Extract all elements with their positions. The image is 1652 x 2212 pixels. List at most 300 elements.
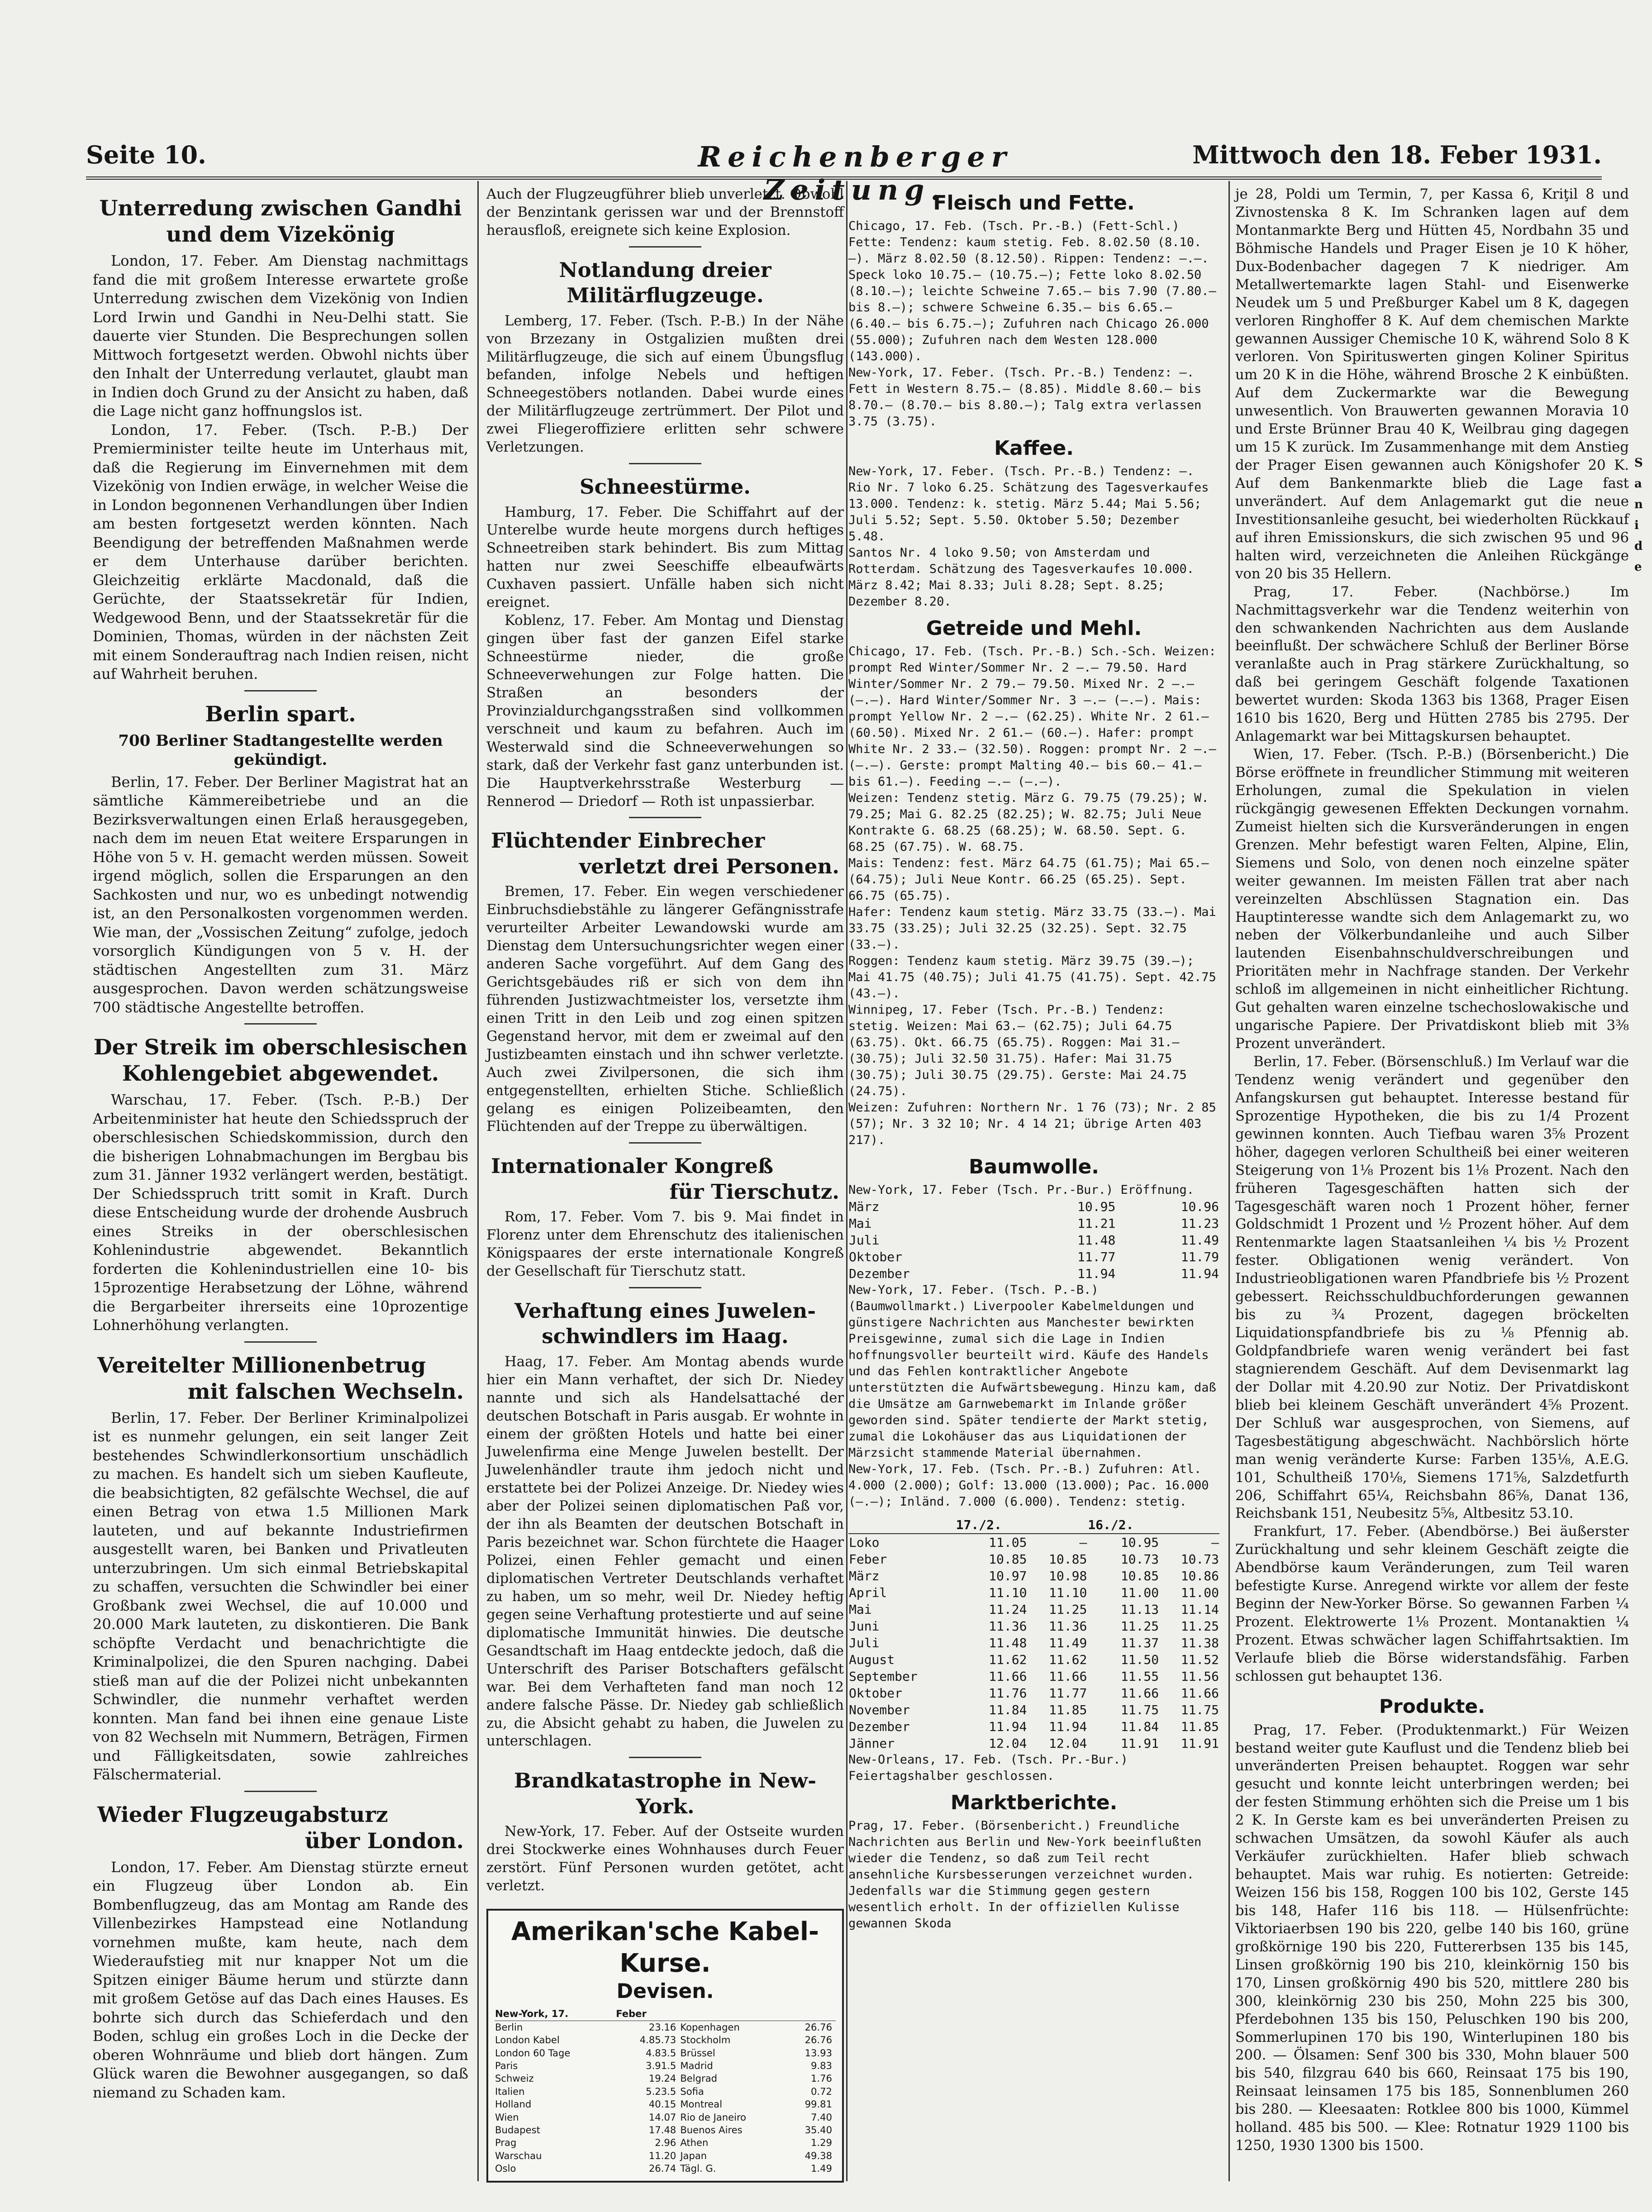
section-paragraph: Roggen: Tendenz kaum stetig. März 39.75 (39.—); Mai 41.75 (40.75); Juli 41.75 (41.75). Sept. 42.75 (43.—).: [848, 954, 1216, 1001]
table-row: [495, 2047, 836, 2059]
table-cell: 9.83: [810, 2059, 832, 2071]
section-paragraph: New-York, 17. Feber. (Tsch. P.-B.) (Baumwollmarkt.) Liverpooler Kabelmeldungen und günstigere Nachrichten aus Manchester bewirkten Preisgewinne, zumal sich die Lage in Indien hoffnungsvoller beurteilt wird. Käufe des Handels und das Fehlen kontraktlicher Angebote unterstützten die Aufwärtsbewegung. Hinzu kam, daß die Umsätze am Garnwebemarkt im Inlande größer geworden sind. Später tendierte der Markt stetig, zumal die Lokohäuser das aus Liquidationen der Märzsicht stammende Material übernahmen.: [848, 1283, 1216, 1460]
table-row: [848, 1215, 1219, 1232]
table-cell: 99.81: [805, 2098, 832, 2110]
table-cell: 11.23: [1181, 1216, 1219, 1231]
table-cell: 11.66: [1049, 1669, 1087, 1684]
headline-line: und dem Vizekönig: [166, 222, 395, 247]
table-row: [495, 2162, 836, 2175]
article-headline: [93, 1353, 468, 1405]
table-cell: 4.83.5: [646, 2047, 676, 2059]
table-cell: Italien: [495, 2085, 525, 2097]
section-title: Marktberichte.: [950, 1791, 1118, 1814]
page-number: Seite 10.: [86, 140, 206, 169]
article-separator: [244, 1023, 317, 1025]
quotes-table: [848, 1198, 1219, 1282]
cable-rates-title: Kurse.: [619, 1948, 711, 1978]
table-cell: November: [849, 1702, 910, 1717]
table-cell: 26.76: [805, 2034, 832, 2046]
cotton-prices-table: [848, 1516, 1219, 1752]
headline-line: verletzt drei Personen.: [579, 854, 839, 878]
table-cell: Buenos Aires: [680, 2124, 743, 2136]
table-cell: 17.48: [648, 2124, 676, 2136]
newspaper-title: Reichenberger Zeitung.: [698, 140, 1013, 206]
cable-rates-title: Amerikan'sche Kabel-: [511, 1916, 819, 1946]
table-header-cell: New-York, 17.: [495, 2007, 615, 2021]
table-cell: 11.94: [1181, 1266, 1219, 1281]
table-cell: 10.95: [1120, 1535, 1159, 1550]
article-headline: [486, 1154, 844, 1205]
table-row: [495, 2136, 836, 2149]
headline-line: Verhaftung eines Juwelen-: [514, 1298, 816, 1323]
article-body: [486, 312, 844, 457]
section-paragraph: New-Orleans, 17. Feb. (Tsch. Pr.-Bur.) Feiertagshalber geschlossen.: [848, 1753, 1128, 1783]
article-separator: [629, 817, 701, 818]
table-cell: Jänner: [849, 1736, 895, 1751]
article-body: [93, 1091, 468, 1335]
table-cell: 11.94: [1077, 1266, 1116, 1281]
table-cell: Belgrad: [680, 2073, 718, 2084]
section-body: [848, 1516, 1219, 1784]
table-cell: 4.85.73: [639, 2034, 676, 2046]
report-paragraph: Prag, 17. Feber. (Produktenmarkt.) Für Weizen bestand weiter gute Kauflust und die Tendenz blieb bei unveränderten Preisen behauptet. Roggen war sehr gesucht und konnte leicht unterbringen werden; bei der festen Stimmung erhöhten sich die Preise um 1 bis 2 K. In Gerste kam es bei unveränderten Preisen zu schwachen Umsätzen, da sowohl Käufer als auch Verkäufer zurückhielten. Hafer blieb schwach behauptet. Mais war ruhig. Es notierten: Getreide: Weizen 156 bis 158, Roggen 100 bis 102, Gerste 145 bis 148, Hafer 116 bis 118. — Hülsenfrüchte: Viktoriaerbsen 190 bis 220, gelbe 140 bis 160, grüne großkörnige 190 bis 220, Futtererbsen 135 bis 145, Linsen großkörnig 190 bis 210, kleinkörnig 150 bis 170, Linsen großkörnig 490 bis 520, mittlere 280 bis 300, kleinkörnig 230 bis 250, Mohn 225 bis 300, Pferdebohnen 135 bis 150, Peluschken 190 bis 200, Sommerlupinen 170 bis 190, Winterlupinen 180 bis 200. — Ölsamen: Senf 300 bis 330, Mohn blauer 500 bis 540, filzgrau 640 bis 660, Reinsaat 175 bis 190, Reinsaat leinsamen 175 bis 185, Sonnenblumen 260 bis 280. — Kleesaaten: Rotklee 800 bis 1000, Kümmel holland. 485 bis 500. — Klee: Rotnatur 1929 1100 bis 1250, 1930 1300 bis 1500.: [1235, 1721, 1629, 2154]
headline-line: über London.: [305, 1828, 464, 1854]
section-title: Fleisch und Fette.: [933, 191, 1135, 215]
table-cell: März: [849, 1199, 880, 1214]
table-cell: 10.73: [1181, 1552, 1219, 1567]
table-cell: 11.75: [1181, 1702, 1219, 1717]
column-3-market: [848, 186, 1219, 1938]
table-cell: 11.24: [989, 1602, 1027, 1617]
article: [486, 1768, 844, 1895]
table-cell: 26.74: [648, 2163, 676, 2174]
table-cell: 11.66: [989, 1669, 1027, 1684]
table-header-cell: 17./2.: [956, 1516, 1028, 1534]
report-body: [1235, 1721, 1629, 2155]
table-cell: Stockholm: [680, 2034, 731, 2046]
table-cell: 11.37: [1120, 1635, 1159, 1650]
headline-line: Kohlengebiet abgewendet.: [122, 1061, 439, 1086]
column-divider: [477, 181, 479, 2181]
table-row: [495, 2085, 836, 2098]
table-header-row: [848, 1516, 1219, 1534]
table-cell: 11.62: [1049, 1652, 1087, 1667]
table-cell: 11.66: [1120, 1686, 1159, 1701]
table-cell: Juli: [849, 1635, 880, 1650]
section-title: Baumwolle.: [969, 1155, 1099, 1178]
article-paragraph: London, 17. Feber. Am Dienstag nachmittags fand die mit großem Interesse erwartete große Unterredung zwischen dem Vizekönig von Indien Lord Irwin und Gandhi in Neu-Delhi statt. Sie dauerte vier Stunden. Die Besprechungen sollen Mittwoch fortgesetzt werden. Obwohl nichts über den Inhalt der Unterredung verlautet, glaubt man in Indien doch Grund zu der Ansicht zu haben, daß die Lage nicht ganz hoffnungslos ist.: [93, 252, 468, 420]
table-cell: 11.79: [1181, 1249, 1219, 1264]
article-paragraph: London, 17. Feber. Am Dienstag stürzte erneut ein Flugzeug über London ab. Ein Bombenflugzeug, das am Montag am Rande des Villenbezirkes Hampstead eine Notlandung vornehmen mußte, kam heute, nach dem Wiederaufstieg mit nur knapper Not um die Spitzen einiger Bäume herum und stürzte dann mit großem Getöse auf das Dach eines Hauses. Es bohrte sich durch das Schieferdach und den Boden, schlug ein großes Loch in die Decke der oberen Wohnräume und blieb dort hängen. Zum Glück waren die Bewohner ausgegangen, so daß niemand zu Schaden kam.: [93, 1858, 468, 2101]
article-paragraph: Berlin, 17. Feber. Der Berliner Kriminalpolizei ist es nunmehr gelungen, ein seit langer Zeit bestehendes Schwindlerkonsortium unschädlich zu machen. Es handelt sich um sieben Kaufleute, die beabsichtigten, 82 gefälschte Wechsel, die auf einen Betrag von etwa 1.5 Millionen Mark lauteten, und auf bekannte Industriefirmen ausgestellt waren, bei Banken und Privatleuten unterzubringen. Um sich einmal Betriebskapital zu schaffen, versuchten die Schwindler bei einer Großbank zwei Wechsel, die auf 10.000 und 20.000 Mark lauteten, zu diskontieren. Die Bank schöpfte Verdacht und benachrichtigte die Kriminalpolizei, die den Spuren nachging. Dabei stieß man auf die der Polizei nicht unbekannten Schwindler, die nunmehr verhaftet werden konnten. Man fand bei ihnen eine genaue Liste von 82 Wechseln mit Nummern, Beträgen, Firmen und Fälligkeitsdaten, sowie zahlreiches Fälschermaterial.: [93, 1409, 468, 1783]
section-paragraph: New-York, 17. Feber. (Tsch. Pr.-B.) Tendenz: —. Fett in Western 8.75.— (8.85). Middle 8.60.— bis 8.70.— (8.70.— bis 8.80.—); Talg extra verlassen 3.75 (3.75).: [848, 366, 1202, 429]
table-cell: 11.94: [989, 1719, 1027, 1734]
article: [93, 1353, 468, 1792]
table-cell: 11.76: [989, 1686, 1027, 1701]
article-headline: [93, 1802, 468, 1854]
market-report: [1235, 186, 1629, 1686]
table-cell: 11.91: [1120, 1736, 1159, 1751]
article-headline: [93, 195, 468, 248]
market-section: [848, 616, 1219, 1149]
table-cell: April: [849, 1585, 887, 1600]
table-cell: 11.49: [1049, 1635, 1087, 1650]
table-cell: 11.94: [1049, 1719, 1087, 1734]
table-cell: 19.24: [648, 2073, 676, 2084]
table-cell: 11.14: [1181, 1602, 1219, 1617]
headline-line: Wieder Flugzeugabsturz: [97, 1802, 388, 1827]
table-header-row: [495, 2007, 836, 2021]
table-cell: 11.21: [1077, 1216, 1116, 1231]
table-cell: Brüssel: [680, 2047, 715, 2059]
table-cell: 5.23.5: [646, 2085, 676, 2097]
article-headline: [93, 701, 468, 728]
table-cell: 35.40: [805, 2124, 832, 2136]
table-cell: 11.48: [1077, 1233, 1116, 1248]
table-cell: London Kabel: [495, 2034, 560, 2046]
table-row: [848, 1568, 1219, 1584]
table-cell: 11.10: [989, 1585, 1027, 1600]
table-cell: 11.66: [1181, 1686, 1219, 1701]
table-cell: Berlin: [495, 2021, 523, 2033]
table-cell: Oktober: [849, 1249, 903, 1264]
table-cell: 11.00: [1120, 1585, 1159, 1600]
table-cell: Prag: [495, 2137, 517, 2149]
section-title: Kaffee.: [994, 437, 1074, 460]
table-row: [848, 1198, 1219, 1215]
article-separator: [244, 1341, 317, 1343]
table-row: [495, 2021, 836, 2034]
article-paragraph: Hamburg, 17. Feber. Die Schiffahrt auf der Unterelbe wurde heute morgens durch heftiges Schneetreiben stark behindert. Bis zum Mittag hatten nur zwei Seeschiffe elbeaufwärts Cuxhaven passiert. Unfälle haben sich nicht ereignet.: [486, 504, 844, 611]
column-divider: [846, 181, 847, 2181]
table-cell: 1.76: [810, 2073, 832, 2084]
table-cell: —: [1079, 1535, 1087, 1550]
cable-rates-subtitle: Devisen.: [616, 1980, 714, 2003]
table-row: [495, 2034, 836, 2046]
article-headline: [486, 1768, 844, 1819]
adjacent-page-edge: S a n i d e: [1634, 456, 1643, 574]
table-row: [848, 1702, 1219, 1718]
table-cell: 11.49: [1181, 1233, 1219, 1248]
article: [486, 257, 844, 464]
article-body: [486, 1208, 844, 1281]
table-cell: Oktober: [849, 1686, 903, 1701]
table-cell: 11.55: [1120, 1669, 1159, 1684]
table-cell: Dezember: [849, 1719, 910, 1734]
section-paragraph: Chicago, 17. Feb. (Tsch. Pr.-B.) (Fett-Schl.) Fette: Tendenz: kaum stetig. Feb. 8.02.50 (8.10.—). März 8.02.50 (8.12.50). Rippen: Tendenz: —.—. Speck loko 10.75.— (10.75.—); Fette loko 8.02.50 (8.10.—); leichte Schweine 7.65.— bis 7.90 (7.80.— bis 8.—); schwere Schweine 6.35.— bis 6.65.— (6.40.— bis 6.75.—); Zufuhren nach Chicago 26.000 (55.000); Zufuhren nach dem Westen 128.000 (143.000).: [848, 219, 1216, 363]
table-cell: August: [849, 1652, 895, 1667]
header-rule: [86, 176, 1602, 180]
table-cell: September: [849, 1669, 918, 1684]
table-cell: Paris: [495, 2059, 518, 2071]
table-cell: 11.84: [1120, 1719, 1159, 1734]
table-cell: 11.91: [1181, 1736, 1219, 1751]
table-row: [848, 1718, 1219, 1735]
article-paragraph: Koblenz, 17. Feber. Am Montag und Dienstag gingen über fast der ganzen Eifel starke Schneestürme nieder, die große Schneeverwehungen zur Folge hatten. Die Straßen an besonders der Provinzialdurchgangsstraßen sind vollkommen verschneit und kaum zu befahren. Auch im Westerwald sind die Schneeverwehungen so stark, daß der Verkehr fast ganz unterbunden ist. Die Hauptverkehrsstraße Westerburg — Rennerod — Driedorf — Roth ist unpassierbar.: [486, 612, 844, 810]
issue-date: Mittwoch den 18. Feber 1931.: [1192, 140, 1602, 169]
table-row: [848, 1551, 1219, 1568]
table-row: [848, 1601, 1219, 1618]
article-separator: [244, 1791, 317, 1792]
article-paragraph: Lemberg, 17. Feber. (Tsch. P.-B.) In der Nähe von Brzezany in Ostgalizien mußten drei Militärflugzeuge, die sich auf einem Übungsflug befanden, infolge Nebels und heftigen Schneegestöbers notlanden. Dabei wurde eines der Militärflugzeuge zertrümmert. Der Pilot und zwei Fliegeroffiziere erlitten sehr schwere Verletzungen.: [486, 312, 844, 456]
article-separator: [629, 463, 701, 464]
table-cell: 10.85: [989, 1552, 1027, 1567]
article-separator: [629, 246, 701, 248]
cable-rates-box: [486, 1909, 844, 2183]
table-cell: 10.85: [1120, 1568, 1159, 1583]
section-paragraph: Hafer: Tendenz kaum stetig. März 33.75 (33.—). Mai 33.75 (33.25); Juli 32.25 (32.25). Sept. 32.75 (33.—).: [848, 905, 1216, 952]
article: [486, 1154, 844, 1288]
table-row: [495, 2111, 836, 2124]
article: [93, 195, 468, 691]
table-cell: Athen: [680, 2137, 709, 2149]
table-cell: Madrid: [680, 2059, 713, 2071]
table-cell: 11.84: [989, 1702, 1027, 1717]
section-paragraph: Weizen: Tendenz stetig. März G. 79.75 (79.25); W. 79.25; Mai G. 82.25 (82.25); W. 82.75; Juli Neue Kontrakte G. 68.25 (68.25); W. 68.50. Sept. G. 68.25 (67.75). W. 68.75.: [848, 791, 1209, 854]
article-subheadline: 700 Berliner Stadtangestellte werden gekündigt.: [118, 731, 443, 769]
market-report: [1235, 1695, 1629, 2155]
table-cell: Sofia: [680, 2085, 704, 2097]
table-row: [495, 2124, 836, 2136]
headline-line: Unterredung zwischen Gandhi: [99, 196, 462, 221]
article: [486, 828, 844, 1144]
table-row: [848, 1249, 1219, 1265]
table-cell: Japan: [680, 2150, 707, 2161]
table-header-cell: [1159, 1516, 1219, 1534]
table-cell: Kopenhagen: [680, 2021, 740, 2033]
table-cell: 10.98: [1049, 1568, 1087, 1583]
headline-line: Vereitelter Millionenbetrug: [97, 1353, 426, 1378]
article-paragraph: Haag, 17. Feber. Am Montag abends wurde hier ein Mann verhaftet, der sich Dr. Niedey nannte und sich als Handelsattaché der deutschen Botschaft in Paris ausgab. Er wohnte in einem der größten Hotels und hatte bei einer Juwelenfirma eine Menge Juwelen bestellt. Der Juwelenhändler traute ihm jedoch nicht und erstattete bei der Polizei Anzeige. Dr. Niedey wies aber der Polizei seinen diplomatischen Paß vor, der ihn als Beamten der deutschen Botschaft in Paris bezeichnet war. Schon fürchtete die Haager Polizei, einen Fehler gemacht und einen diplomatischen Vertreter Deutschlands verhaftet zu haben, um so mehr, weil Dr. Niedey heftig gegen seine Verhaftung protestierte und auf seine diplomatische Immunität hinwies. Die deutsche Gesandtschaft im Haag entdeckte jedoch, daß die Unterschrift des Pariser Botschafters gefälscht war. Bei dem Verhafteten fand man noch 12 andere falsche Pässe. Dr. Niedey gab schließlich zu, die Absicht gehabt zu haben, die Juwelen zu unterschlagen.: [486, 1353, 844, 1750]
article-body: [93, 1858, 468, 2102]
report-paragraph: Berlin, 17. Feber. (Börsenschluß.) Im Verlauf war die Tendenz wenig verändert und gegenüber den Anfangskursen gut behauptet. Interesse bestand für Sprozentige Hypotheken, die bis zu 1/4 Prozent gewinnen konnten. Auch Tiefbau waren 3⅝ Prozent höher, dagegen verloren Schultheiß bei einer weiteren Steigerung von 1⅛ Prozent bis 1⅛ Prozent. Nach den früheren Tagesgeschäften hatten sich der Tagesgeschäft waren noch 1 Prozent höher, ferner Goldschmidt 1 Prozent und ½ Prozent höher. Auf dem Rentenmarkte lagen Staatsanleihen ¼ bis ½ Prozent fester. Obligationen wenig verändert. Von Industrieobligationen waren Pfandbriefe bis ½ Prozent gebessert. Reichsschuldbuchforderungen gewannen bis zu ¾ Prozent, dagegen bröckelten Liquidationspfandbriefe bis zu ⅛ Pfennig ab. Goldpfandbriefe waren wenig verändert bei fast stagnierendem Geschäft. Auf dem Devisenmarkt lag der Dollar mit 4.20.90 zur Notiz. Der Privatdiskont blieb bei kleinem Geschäft unverändert 4⅝ Prozent. Der Schluß war ausgesprochen, von Siemens, auf Tagesbestätigung abgeschwächt. Nachbörslich hörte man wenig veränderte Kurse: Farben 135⅛, A.E.G. 101, Schultheiß 170⅛, Siemens 171⅝, Salzdetfurth 206, Schiffahrt 65¼, Reichsbahn 86⅝, Danat 136, Reichsbank 151, Neubesitz 5⅝, Altbesitz 53.10.: [1235, 1054, 1629, 1522]
table-cell: 11.48: [989, 1635, 1027, 1650]
table-header-cell: [786, 2007, 836, 2021]
table-cell: 11.77: [1077, 1249, 1116, 1264]
article-separator: [629, 1757, 701, 1758]
section-body: [848, 644, 1219, 1149]
table-row: [495, 2072, 836, 2085]
table-cell: 0.72: [810, 2085, 832, 2097]
headline-line: Schneestürme.: [580, 475, 751, 499]
article-body: [93, 252, 468, 684]
section-paragraph: Mais: Tendenz: fest. März 64.75 (61.75); Mai 65.— (64.75); Juli Neue Kontr. 66.25 (65.25). Sept. 66.75 (65.75).: [848, 856, 1209, 903]
table-cell: Mai: [849, 1216, 872, 1231]
table-header-cell: 16./2.: [1087, 1516, 1159, 1534]
table-cell: 11.85: [1049, 1702, 1087, 1717]
table-row: [848, 1685, 1219, 1702]
article-separator: [244, 690, 317, 691]
table-cell: Juni: [849, 1619, 880, 1634]
table-cell: 11.77: [1049, 1686, 1087, 1701]
headline-line: schwindlers im Haag.: [542, 1324, 789, 1349]
table-cell: Dezember: [849, 1266, 910, 1281]
table-cell: 23.16: [648, 2021, 676, 2033]
table-caption: New-York, 17. Feber (Tsch. Pr.-Bur.) Eröffnung.: [848, 1183, 1195, 1197]
table-row: [495, 2059, 836, 2072]
headline-line: Berlin spart.: [205, 701, 356, 727]
headline-line: mit falschen Wechseln.: [187, 1379, 464, 1404]
section-paragraph: Chicago, 17. Feb. (Tsch. Pr.-B.) Sch.-Sch. Weizen: prompt Red Winter/Sommer Nr. 2 —.— 79.50. Hard Winter/Sommer Nr. 2 79.— 79.50. Mixed Nr. 2 —.— (—.—). Hard Winter/Sommer Nr. 3 —.— (—.—). Mais: prompt Yellow Nr. 2 —.— (62.25). White Nr. 2 61.— (60.50). Mixed Nr. 2 61.— (60.—). Hafer: prompt White Nr. 2 33.— (32.50). Roggen: prompt Nr. 2 —.— (—.—). Gerste: prompt Malting 40.— bis 60.— 41.— bis 61.—). Feeding —.— (—.—).: [848, 644, 1216, 789]
section-title: Produkte.: [1379, 1695, 1485, 1717]
report-paragraph: Frankfurt, 17. Feber. (Abendbörse.) Bei äußerster Zurückhaltung und sehr kleinem Geschäft zeigte die Abendbörse kaum Veränderungen, zum Teil waren befestigte Kurse. Anregend wirkte vor allem der feste Beginn der New-Yorker Börse. So gewannen Farben ¼ Prozent. Elektrowerte 1⅛ Prozent. Montanaktien ¼ Prozent. Etwas schwächer lagen Schiffahrtsaktien. Im Verlaufe blieb die Börse widerstandsfähig. Farben schlossen gut behauptet 136.: [1235, 1523, 1629, 1684]
table-cell: 11.52: [1181, 1652, 1219, 1667]
table-cell: 10.96: [1181, 1199, 1219, 1214]
article-paragraph: London, 17. Feber. (Tsch. P.-B.) Der Premierminister teilte heute im Unterhaus mit, daß die Regierung im Einvernehmen mit dem Vizekönig von Indien erwäge, in welcher Weise die in London begonnenen Verhandlungen über Indien am besten fortgesetzt werden könnten. Nach Beendigung der betreffenden Maßnahmen werde er dem Unterhause darüber berichten. Gleichzeitig erklärte Macdonald, daß die Gerüchte, der Staatssekretär für Indien, Wedgewood Benn, und der Staatssekretär für die Dominien, Thomas, würden in der nächsten Zeit mit einem Sonderauftrag nach Indien reisen, nicht auf Wahrheit beruhen.: [93, 421, 468, 682]
table-cell: 11.75: [1120, 1702, 1159, 1717]
article-paragraph: Rom, 17. Feber. Vom 7. bis 9. Mai findet in Florenz unter dem Ehrenschutz des italienischen Königspaares der erste internationale Kongreß der Gesellschaft für Tierschutz statt.: [486, 1209, 844, 1280]
table-cell: 11.62: [989, 1652, 1027, 1667]
table-cell: 14.07: [648, 2111, 676, 2123]
table-cell: 10.85: [1049, 1552, 1087, 1567]
article-paragraph: Berlin, 17. Feber. Der Berliner Magistrat hat an sämtliche Kämmereibetriebe und an die Bezirksverwaltungen einen Erlaß herausgegeben, nach dem im neuen Etat weitere Ersparungen in Höhe von 5 v. H. gemacht werden müssen. Soweit irgend möglich, sollen die Ersparungen an den Sachkosten und nur, wo es unbedingt notwendig ist, an den Personalkosten vorgenommen werden. Wie man, der „Vossischen Zeitung“ zufolge, jedoch vorsorglich Kündigungen von 5 v. H. der städtischen Angestellten zum 31. März ausgesprochen. Davon werden schätzungsweise 700 städtische Angestellte betroffen.: [93, 773, 468, 1016]
market-section: [848, 1516, 1219, 1784]
column-divider: [1228, 181, 1230, 2181]
table-cell: Wien: [495, 2111, 519, 2123]
table-row: [848, 1534, 1219, 1551]
article-headline: [486, 474, 844, 500]
headline-line: Internationaler Kongreß: [491, 1154, 773, 1178]
table-cell: Montreal: [680, 2098, 723, 2110]
table-cell: 3.91.5: [646, 2059, 676, 2071]
table-cell: März: [849, 1568, 880, 1583]
article-body: [486, 1823, 844, 1895]
table-cell: 10.73: [1120, 1552, 1159, 1567]
article-body: [93, 773, 468, 1017]
table-cell: 11.20: [648, 2150, 676, 2161]
section-paragraph: Santos Nr. 4 loko 9.50; von Amsterdam und Rotterdam. Schätzung des Tagesverkaufes 10.000. März 8.42; Mai 8.33; Juli 8.28; Sept. 8.25; Dezember 8.20.: [848, 546, 1195, 609]
table-row: [848, 1735, 1219, 1752]
table-header-cell: [1027, 1516, 1087, 1534]
article-paragraph: Warschau, 17. Feber. (Tsch. P.-B.) Der Arbeitenminister hat heute den Schiedsspruch der oberschlesischen Schiedskommission, durch den die bisherigen Lohnabmachungen im Bergbau bis zum 31. Jänner 1932 verlängert werden, bestätigt. Der Schiedsspruch tritt somit in Kraft. Durch diese Entscheidung wurde der drohende Ausbruch eines Streiks in der oberschlesischen Kohlenindustrie abgewendet. Bekanntlich forderten die Kohlenindustriellen eine 10- bis 15prozentige Herabsetzung der Löhne, während die Bergarbeiter ihrerseits eine 10prozentige Lohnerhöhung verlangten.: [93, 1091, 468, 1334]
table-cell: Warschau: [495, 2150, 542, 2161]
table-cell: 12.04: [989, 1736, 1027, 1751]
table-row: [848, 1584, 1219, 1601]
table-row: [848, 1618, 1219, 1635]
table-cell: 11.25: [1181, 1619, 1219, 1634]
article-separator: [629, 1142, 701, 1144]
table-cell: 10.97: [989, 1568, 1027, 1583]
table-row: [848, 1651, 1219, 1668]
section-paragraph: Prag, 17. Feber. (Börsenbericht.) Freundliche Nachrichten aus Berlin und New-York beeinflußten wieder die Tendenz, so daß zum Teil recht ansehnliche Kursbesserungen verzeichnet wurden. Jedenfalls war die Stimmung gegen gestern wesentlich erholt. In der offiziellen Kulisse gewannen Skoda: [848, 1819, 1202, 1931]
table-cell: London 60 Tage: [495, 2047, 571, 2059]
table-row: [848, 1265, 1219, 1282]
article-body: [93, 1409, 468, 1784]
article-headline: [93, 1034, 468, 1087]
article-headline: [486, 1298, 844, 1349]
table-cell: 26.76: [805, 2021, 832, 2033]
section-paragraph: New-York, 17. Feb. (Tsch. Pr.-B.) Zufuhren: Atl. 4.000 (2.000); Golf: 13.000 (13.000); Pac. 16.000 (—.—); Inländ. 7.000 (6.000). Tendenz: stetig.: [848, 1462, 1209, 1509]
article-body: [486, 504, 844, 811]
table-cell: 11.36: [1049, 1619, 1087, 1634]
table-cell: 2.96: [655, 2137, 676, 2149]
section-title: Getreide und Mehl.: [926, 617, 1142, 640]
report-paragraph: Wien, 17. Feber. (Tsch. P.-B.) (Börsenbericht.) Die Börse eröffnete in freundlicher Stimmung mit weiteren Erholungen, zumal die Spekulation in vielen rückgängig gewesenen Effekten Deckungen vornahm. Zumeist hielten sich die Kursveränderungen in engen Grenzen. Mehr befestigt waren Felten, Alpine, Elin, Siemens und Solo, von denen noch einzelne später weiter gewannen. Im meisten Fällen trat aber nach vereinzelten Abschlüssen Stagnation ein. Das Hauptinteresse wandte sich dem Anlagemarkt zu, wo neben der Völkerbundanleihe und auch Silber lautenden Eisenbahnschuldverschreibungen und Prioritäten mehr in Nachfrage standen. Der Verkehr schloß im allgemeinen in nicht einheitlicher Richtung. Gut gehalten waren einzelne tschechoslowakische und ungarische Papiere. Der Privatdiskont blieb mit 3⅜ Prozent unverändert.: [1235, 746, 1629, 1052]
market-section: [848, 191, 1219, 430]
article: [93, 701, 468, 1025]
table-cell: Oslo: [495, 2163, 516, 2174]
report-paragraph: je 28, Poldi um Termin, 7, per Kassa 6, Kriţil 8 und Zivnostenska 8 K. Im Schranken lagen auf dem Montanmarkte Berg und Hütten 45, Nordbahn 35 und Böhmische Handels und Prager Eisen je 10 K höher, Dux-Bodenbacher dagegen 7 K niedriger. Am Metallwertemarkte lagen Stahl- und Eisenwerke Neudek um 5 und Preßburger Kabel um 8 K, dagegen verloren Ringhoffer 8 K. Auf dem chemischen Markte gewannen Aussiger Chemische 10 K, während Solo 8 K verloren. Von Spirituswerten gingen Koliner Spiritus um 20 K in die Höhe, während Brosche 2 K einbüßten. Auf dem Zuckermarkte war die Bewegung unwesentlich. Von Brauwerten gewannen Moravia 10 und Erste Brünner Brau 40 K, Weilbrau ging dagegen um 15 K zurück. Im Zusammenhange mit dem Anstieg der Prager Eisen gewannen auch Königshofer 20 K. Auf dem Bankenmarkte blieb die Lage fast unverändert. Auf dem Anlagemarkt gut die neue Investitionsanleihe gesucht, bei wiederholten Rückkauf auf ihren Emissionskurs, die sich zwischen 95 und 96 halten wird, verzeichneten die Anleihen Rückgänge von 20 bis 35 Hellern.: [1235, 186, 1629, 582]
article-separator: [629, 1287, 701, 1288]
headline-line: Brandkatastrophe in New-York.: [514, 1769, 816, 1818]
table-cell: 11.05: [989, 1535, 1027, 1550]
table-cell: 12.04: [1049, 1736, 1087, 1751]
table-cell: Rio de Janeiro: [680, 2111, 747, 2123]
headline-line: Der Streik im oberschlesischen: [93, 1035, 468, 1060]
table-cell: Holland: [495, 2098, 532, 2110]
table-cell: 10.86: [1181, 1568, 1219, 1583]
table-row: [848, 1668, 1219, 1685]
table-cell: 11.13: [1120, 1602, 1159, 1617]
table-cell: 49.38: [805, 2150, 832, 2161]
table-cell: —: [1211, 1535, 1219, 1550]
column-1: [93, 186, 468, 2111]
table-row: [495, 2150, 836, 2162]
market-section: [848, 436, 1219, 610]
article: [486, 474, 844, 818]
table-cell: 11.25: [1049, 1602, 1087, 1617]
table-cell: Feber: [849, 1552, 887, 1567]
market-section: [848, 1791, 1219, 1932]
table-row: [495, 2098, 836, 2111]
column-2: [486, 186, 844, 2183]
headline-line: für Tierschutz.: [669, 1179, 839, 1204]
table-cell: Schweiz: [495, 2073, 534, 2084]
table-cell: 11.50: [1120, 1652, 1159, 1667]
table-cell: 40.15: [648, 2098, 676, 2110]
article: [93, 1802, 468, 2102]
table-cell: 1.49: [810, 2163, 832, 2174]
table-cell: Mai: [849, 1602, 872, 1617]
article: [93, 1034, 468, 1343]
article-paragraph: New-York, 17. Feber. Auf der Ostseite wurden drei Stockwerke eines Wohnhauses durch Feuer zerstört. Fünf Personen wurden getötet, acht verletzt.: [486, 1823, 844, 1894]
table-cell: Tägl. G.: [680, 2163, 716, 2174]
table-header-cell: [680, 2007, 786, 2021]
section-body: [848, 1818, 1219, 1932]
table-cell: 11.85: [1181, 1719, 1219, 1734]
table-header-cell: [848, 1516, 956, 1534]
market-section: [848, 1155, 1219, 1510]
article-body: [486, 186, 844, 240]
article-body: [486, 883, 844, 1136]
headline-line: Notlandung dreier Militärflugzeuge.: [559, 257, 771, 308]
headline-line: Flüchtender Einbrecher: [491, 829, 765, 853]
column-4-market: [1235, 186, 1629, 2164]
table-cell: 11.36: [989, 1619, 1027, 1634]
article: [486, 186, 844, 248]
table-cell: 1.29: [810, 2137, 832, 2149]
report-paragraph: Prag, 17. Feber. (Nachbörse.) Im Nachmittagsverkehr war die Tendenz weiterhin von den schwankenden Nachrichten aus dem Auslande beeinflußt. Der schwächere Schluß der Berliner Börse veranlaßte auch in Prag stärkere Zurückhaltung, so daß bei geringem Geschäft folgende Taxationen bewertet wurden: Skoda 1363 bis 1368, Prager Eisen 1610 bis 1620, Berg und Hütten 2785 bis 2795. Der Anlagemarkt war bei Mittagskursen behauptet.: [1235, 583, 1629, 745]
section-paragraph: New-York, 17. Feber. (Tsch. Pr.-B.) Tendenz: —. Rio Nr. 7 loko 6.25. Schätzung des Tagesverkaufes 13.000. Tendenz: k. stetig. März 5.44; Mai 5.56; Juli 5.52; Sept. 5.50. Oktober 5.50; Dezember 5.48.: [848, 464, 1209, 543]
table-cell: 10.95: [1077, 1199, 1116, 1214]
section-body: [848, 218, 1219, 430]
article-headline: [486, 257, 844, 309]
table-cell: 11.00: [1181, 1585, 1219, 1600]
section-paragraph: Winnipeg, 17. Feber (Tsch. Pr.-B.) Tendenz: stetig. Weizen: Mai 63.— (62.75); Juli 64.75 (63.75). Okt. 66.75 (65.75). Roggen: Mai 31.— (30.75); Juli 32.50 31.75). Hafer: Mai 31.75 (30.75); Juli 30.75 (29.75). Gerste: Mai 24.75 (24.75).: [848, 1003, 1187, 1098]
article-paragraph: Bremen, 17. Feber. Ein wegen verschiedener Einbruchsdiebstähle zu längerer Gefängnisstrafe verurteilter Arbeiter Lewandowski wurde am Dienstag dem Untersuchungsrichter wegen einer anderen Sache vorgeführt. Auf dem Gang des Gerichtsgebäudes riß er sich von dem ihn führenden Justizwachtmeister los, versetzte ihm einen Tritt in den Leib und zog einen spitzen Gegenstand hervor, mit dem er zweimal auf den Justizbeamten einstach und ihn schwer verletzte. Auch zwei Zivilpersonen, die sich ihm entgegenstellten, erhielten Stiche. Schließlich gelang es einigen Polizeibeamten, den Flüchtenden auf der Treppe zu überwältigen.: [486, 883, 844, 1135]
section-paragraph: Weizen: Zufuhren: Northern Nr. 1 76 (73); Nr. 2 85 (57); Nr. 3 32 10; Nr. 4 14 21; übrige Arten 403 217).: [848, 1101, 1216, 1147]
section-body: [848, 1182, 1219, 1510]
table-cell: 11.25: [1120, 1619, 1159, 1634]
table-cell: 7.40: [810, 2111, 832, 2123]
section-body: [848, 463, 1219, 610]
article-paragraph: Auch der Flugzeugführer blieb unverletzt. Obwohl der Benzintank gerissen war und der Brennstoff herausfloß, ereignete sich keine Explosion.: [486, 186, 844, 238]
table-row: [848, 1635, 1219, 1651]
table-cell: 11.56: [1181, 1669, 1219, 1684]
table-row: [848, 1232, 1219, 1249]
table-cell: Loko: [849, 1535, 880, 1550]
article-body: [486, 1353, 844, 1751]
